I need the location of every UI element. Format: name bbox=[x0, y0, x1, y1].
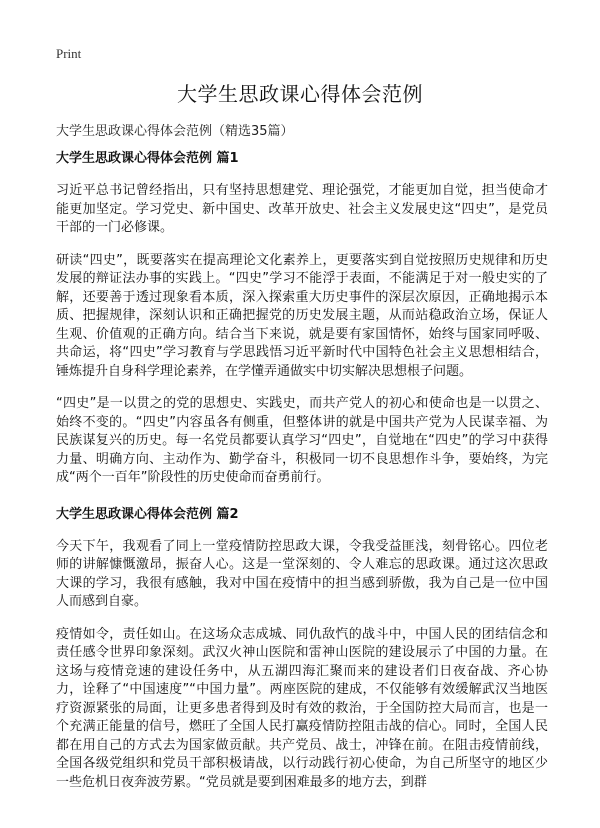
print-link[interactable]: Print bbox=[56, 46, 82, 61]
page-title: 大学生思政课心得体会范例 bbox=[177, 82, 423, 106]
section-1 bbox=[56, 150, 548, 488]
paragraph: “四史”是一以贯之的党的思想史、实践史，而共产党人的初心和使命也是一以贯之、始终不变的。“四史”内容虽各有侧重，但整体讲的就是中国共产党为人民谋幸福、为民族谋复兴的历史。每一名党员都要认真学习“四史”，自觉地在“四史”的学习中获得力量、明确方向、主动作为、勤学奋斗，积极同一切不良思想作斗争，要始终，为完成“两个一百年”阶段性的历史使命而奋勇前行。 bbox=[56, 396, 548, 485]
paragraph: 习近平总书记曾经指出，只有坚持思想建党、理论强党，才能更加自觉，担当使命才能更加坚定。学习党史、新中国史、改革开放史、社会主义发展史这“四史”，是党员干部的一门必修课。 bbox=[56, 183, 548, 235]
section-2 bbox=[56, 506, 548, 793]
paragraph: 研读“四史”，既要落实在提高理论文化素养上，更要落实到自觉按照历史规律和历史发展的辩证法办事的实践上。“四史”学习不能浮于表面，不能满足于对一般史实的了解，还要善于透过现象看本质，深入探索重大历史事件的深层次原因，正确地揭示本质、把握规律，深刻认识和正确把握党的历史发展主题，从而站稳政治立场，保证人生观、价值观的正确方向。结合当下来说，就是要有家国情怀，始终与国家同呼吸、共命运，将“四史”学习教育与学思践悟习近平新时代中国特色社会主义思想相结合，锤炼提升自身科学理论素养，在学懂弄通做实中切实解决思想根子问题。 bbox=[56, 252, 548, 379]
section-heading: 大学生思政课心得体会范例 篇2 bbox=[56, 506, 239, 522]
document-body bbox=[56, 150, 548, 806]
paragraph: 疫情如令，责任如山。在这场众志成城、同仇敌忾的战斗中，中国人民的团结信念和责任感令世界印象深刻。武汉火神山医院和雷神山医院的建设展示了中国的力量。在这场与疫情竞速的建设任务中，从五湖四海汇聚而来的建设者们日夜奋战、齐心协力，诠释了“中国速度”“中国力量”。两座医院的建成，不仅能够有效缓解武汉当地医疗资源紧张的局面，让更多患者得到及时有效的救治，于全国防控大局而言，也是一个充满正能量的信号，燃旺了全国人民打赢疫情防控阻击战的信心。同时，全国人民都在用自己的方式去为国家做贡献。共产党员、战士，冲锋在前。在阻击疫情前线，全国各级党组织和党员干部积极请战，以行动践行初心使命，为自己所坚守的地区少一些危机日夜奔波劳累。“党员就是要到困难最多的地方去，到群 bbox=[56, 626, 548, 790]
paragraph: 今天下午，我观看了同上一堂疫情防控思政大课，令我受益匪浅，刻骨铭心。四位老师的讲解慷慨激昂，振奋人心。这是一堂深刻的、令人难忘的思政课。通过这次思政大课的学习，我很有感触，我对中国在疫情中的担当感到骄傲，我为自己是一位中国人而感到自豪。 bbox=[56, 538, 548, 609]
document-subtitle: 大学生思政课心得体会范例（精选35篇） bbox=[56, 124, 294, 139]
section-heading: 大学生思政课心得体会范例 篇1 bbox=[56, 151, 239, 166]
